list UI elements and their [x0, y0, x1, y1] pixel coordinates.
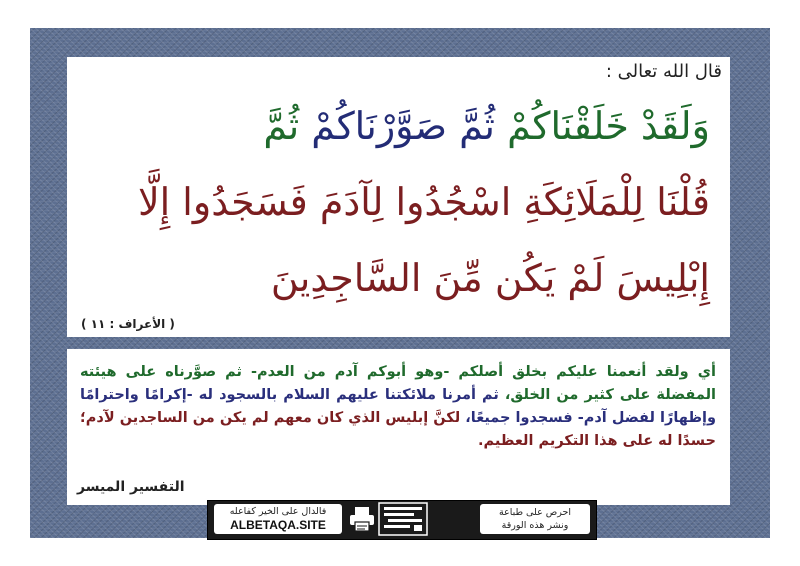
site-tagline: فالدال على الخير كفاعله — [229, 506, 327, 517]
verse-panel — [67, 57, 730, 337]
verse-segment: قُلْنَا لِلْمَلَائِكَةِ اسْجُدُوا لِآدَمَ فَسَجَدُوا إِلَّا — [138, 180, 710, 224]
printer-icon — [348, 505, 376, 533]
print-reminder — [480, 504, 590, 534]
tafsir-source: التفسير الميسر — [77, 479, 185, 495]
verse-segment: إِبْلِيسَ لَمْ يَكُن مِّنَ السَّاجِدِينَ — [270, 256, 710, 300]
tafsir-panel — [67, 349, 730, 505]
print-reminder-line-1: احرص على طباعة — [498, 507, 572, 518]
verse-segment: ثُمَّ صَوَّرْنَاكُمْ — [299, 104, 508, 148]
verse-segment: ثُمَّ — [263, 104, 300, 148]
tafsir-text — [80, 361, 716, 453]
tafsir-segment: لكنَّ إبليس الذي كان معهم لم يكن من الساجدين لآدم؛ حسدًا له على هذا التكريم العظيم. — [80, 410, 716, 449]
verse-intro: قال الله تعالى : — [605, 61, 722, 82]
verse-reference: ( الأعراف : ١١ ) — [81, 317, 175, 331]
footer-banner — [207, 500, 597, 540]
dawah-logo-icon — [378, 502, 428, 536]
tafsir-segment: ثم أمرنا ملائكتنا عليهم السلام بالسجود له -إكرامًا واحترامًا وإظهارًا لفضل آدم- فسجدوا جميعًا، — [80, 387, 716, 426]
print-reminder-line-2: ونشر هذه الورقة — [501, 520, 569, 531]
site-box — [214, 504, 342, 534]
tafsir-segment: أي ولقد أنعمنا عليكم بخلق أصلكم -وهو أبوكم آدم من العدم- ثم صوَّرناه على هيئته المفضلة على كثير من الخلق، — [80, 364, 716, 403]
verse-line-3 — [270, 256, 710, 300]
verse-line-1 — [263, 104, 710, 148]
site-url[interactable]: ALBETAQA.SITE — [230, 518, 326, 532]
verse-line-2 — [138, 180, 710, 224]
verse-segment: وَلَقَدْ خَلَقْنَاكُمْ — [507, 104, 710, 148]
